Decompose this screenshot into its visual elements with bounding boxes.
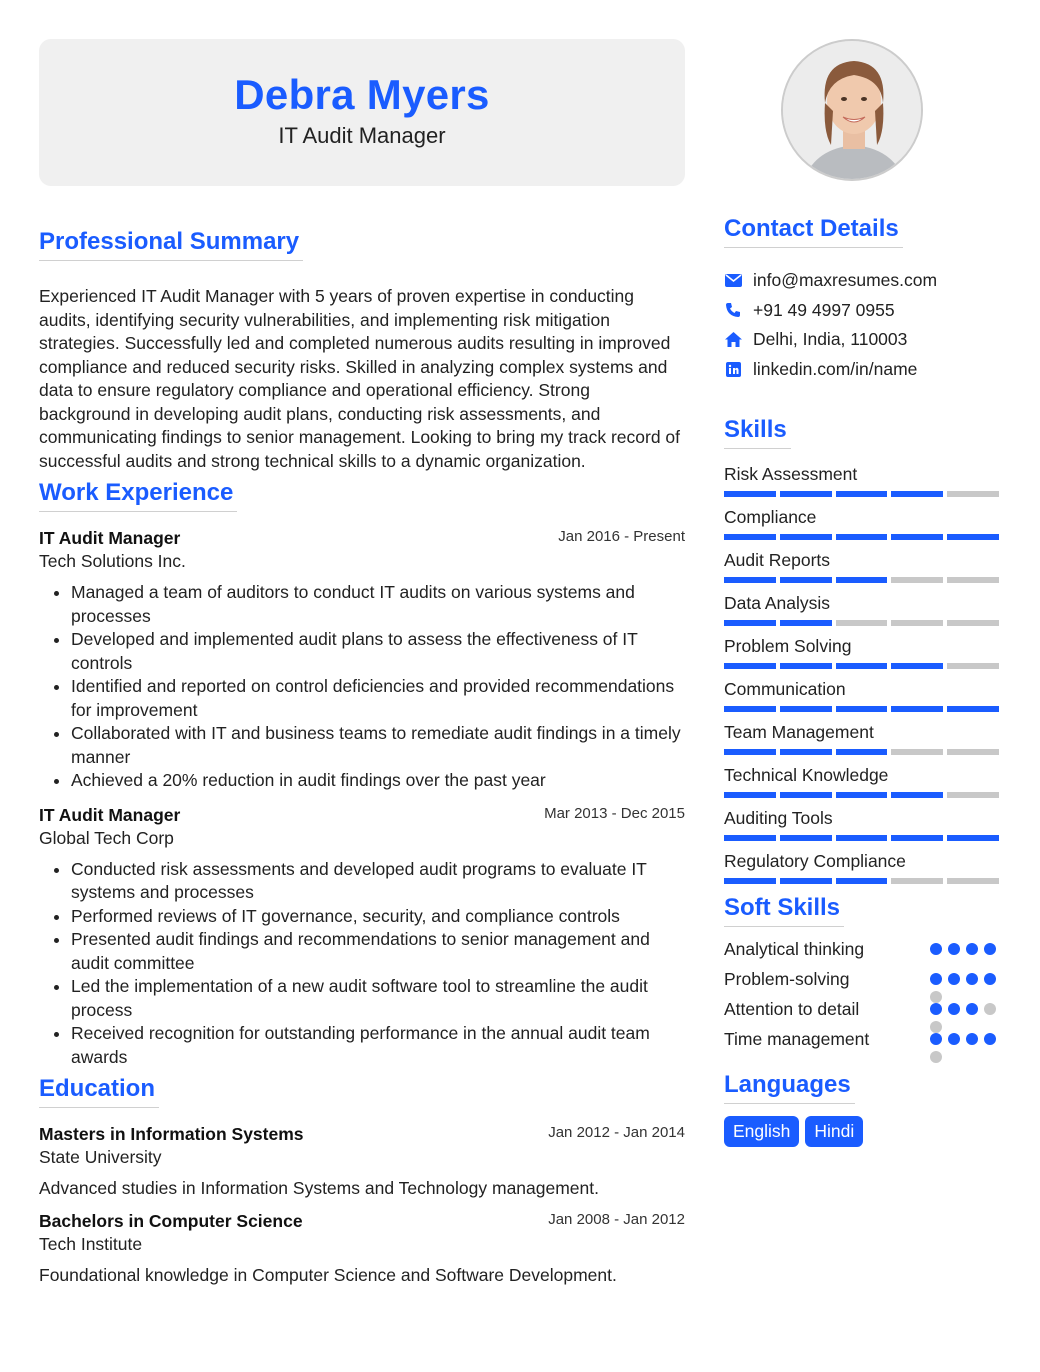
soft-skills-list — [724, 939, 1002, 1059]
education-description: Foundational knowledge in Computer Science and Software Development. — [39, 1265, 617, 1285]
skill-item — [724, 549, 1002, 583]
rating-dot — [948, 1033, 960, 1045]
skill-level-segment — [780, 534, 832, 540]
skills-list — [724, 463, 1002, 884]
skill-level-segment — [947, 792, 999, 798]
skill-level-segment — [780, 491, 832, 497]
skill-level-bar — [724, 663, 999, 669]
rating-dot — [984, 1033, 996, 1045]
skill-level-segment — [891, 577, 943, 583]
contact-address-text: Delhi, India, 110003 — [753, 329, 908, 350]
header-card — [39, 39, 685, 186]
soft-skill-rating — [930, 999, 1002, 1033]
rating-dot — [948, 1003, 960, 1015]
skill-level-segment — [947, 534, 999, 540]
education-entry — [39, 1211, 685, 1286]
profile-photo — [781, 39, 923, 181]
school: Tech Institute — [39, 1234, 143, 1254]
job-bullets — [39, 581, 685, 793]
skill-label: Team Management — [724, 722, 874, 742]
contact-heading: Contact Details — [724, 215, 903, 248]
job-entry — [39, 528, 685, 793]
skill-item — [724, 807, 1002, 841]
skill-label: Audit Reports — [724, 550, 831, 570]
skill-level-segment — [724, 792, 776, 798]
rating-dot — [930, 1051, 942, 1063]
contact-list — [724, 266, 1002, 384]
job-date: Mar 2013 - Dec 2015 — [544, 804, 685, 822]
skill-level-segment — [947, 577, 999, 583]
language-badge: English — [724, 1116, 799, 1147]
job-bullet: • Identified and reported on control deficiencies and provided recommendations for improvement — [71, 675, 685, 722]
skill-level-segment — [947, 835, 999, 841]
skill-level-segment — [724, 577, 776, 583]
job-title: IT Audit Manager — [39, 528, 181, 548]
candidate-name: Debra Myers — [234, 71, 490, 118]
job-bullet: • Achieved a 20% reduction in audit findings over the past year — [71, 769, 685, 793]
job-bullet: • Led the implementation of a new audit software tool to streamline the audit process — [71, 975, 685, 1022]
rating-dot — [966, 1033, 978, 1045]
job-bullet: • Received recognition for outstanding performance in the annual audit team awards — [71, 1022, 685, 1069]
skill-level-segment — [780, 706, 832, 712]
skill-level-segment — [724, 491, 776, 497]
skill-level-segment — [724, 663, 776, 669]
skill-level-segment — [836, 706, 888, 712]
skill-label: Auditing Tools — [724, 808, 833, 828]
soft-skill-rating — [930, 1029, 1002, 1063]
contact-linkedin-text: linkedin.com/in/name — [753, 358, 918, 379]
rating-dot — [984, 973, 996, 985]
degree: Masters in Information Systems — [39, 1124, 304, 1144]
skill-level-bar — [724, 878, 999, 884]
soft-skills-heading: Soft Skills — [724, 894, 844, 927]
skill-level-segment — [780, 792, 832, 798]
job-bullets — [39, 858, 685, 1070]
rating-dot — [930, 973, 942, 985]
skill-label: Regulatory Compliance — [724, 851, 906, 871]
skill-level-segment — [780, 577, 832, 583]
skill-level-segment — [947, 878, 999, 884]
soft-skill-label: Time management — [724, 1029, 870, 1049]
experience-heading: Work Experience — [39, 479, 237, 512]
job-bullet: • Developed and implemented audit plans to assess the effectiveness of IT controls — [71, 628, 685, 675]
rating-dot — [966, 943, 978, 955]
education-date: Jan 2012 - Jan 2014 — [548, 1124, 685, 1141]
skill-level-bar — [724, 491, 999, 497]
soft-skill-rating — [930, 969, 1002, 1003]
skill-level-bar — [724, 620, 999, 626]
job-bullet: • Performed reviews of IT governance, security, and compliance controls — [71, 905, 685, 929]
candidate-role: IT Audit Manager — [278, 123, 446, 148]
envelope-icon — [724, 272, 742, 290]
school: State University — [39, 1147, 162, 1167]
skill-level-segment — [724, 835, 776, 841]
skill-level-segment — [891, 749, 943, 755]
education-date: Jan 2008 - Jan 2012 — [548, 1211, 685, 1228]
skill-level-segment — [780, 878, 832, 884]
job-bullet: • Presented audit findings and recommendations to senior management and audit committee — [71, 928, 685, 975]
skill-level-segment — [891, 491, 943, 497]
education-entry — [39, 1124, 685, 1199]
rating-dot — [966, 1003, 978, 1015]
skill-level-bar — [724, 749, 999, 755]
rating-dot — [930, 1003, 942, 1015]
skill-item — [724, 721, 1002, 755]
skill-level-segment — [891, 878, 943, 884]
rating-dot — [930, 943, 942, 955]
soft-skill-label: Problem-solving — [724, 969, 850, 989]
rating-dot — [984, 943, 996, 955]
soft-skill-item — [724, 939, 1002, 969]
skill-item — [724, 592, 1002, 626]
skill-level-segment — [947, 749, 999, 755]
skill-item — [724, 764, 1002, 798]
skill-level-segment — [836, 749, 888, 755]
skill-item — [724, 850, 1002, 884]
contact-email[interactable] — [724, 266, 1002, 296]
skill-level-segment — [836, 577, 888, 583]
skill-item — [724, 506, 1002, 540]
contact-phone-text: +91 49 4997 0955 — [753, 299, 895, 320]
job-date: Jan 2016 - Present — [558, 528, 685, 545]
home-icon — [724, 331, 742, 349]
soft-skill-label: Attention to detail — [724, 999, 860, 1019]
soft-skill-rating — [930, 939, 1002, 955]
skill-label: Data Analysis — [724, 593, 831, 613]
linkedin-icon — [724, 360, 742, 378]
soft-skill-label: Analytical thinking — [724, 939, 865, 959]
rating-dot — [966, 973, 978, 985]
skill-item — [724, 635, 1002, 669]
skill-level-segment — [836, 491, 888, 497]
skill-level-segment — [780, 835, 832, 841]
skill-level-bar — [724, 534, 999, 540]
degree: Bachelors in Computer Science — [39, 1211, 303, 1231]
skill-level-segment — [836, 878, 888, 884]
skill-level-segment — [780, 620, 832, 626]
skill-label: Problem Solving — [724, 636, 852, 656]
skill-level-segment — [836, 835, 888, 841]
skill-level-segment — [947, 663, 999, 669]
job-company: Global Tech Corp — [39, 827, 174, 848]
languages-list — [724, 1116, 1002, 1147]
skill-level-bar — [724, 835, 999, 841]
skill-level-segment — [724, 878, 776, 884]
skill-level-bar — [724, 706, 999, 712]
summary-text: Experienced IT Audit Manager with 5 years of proven expertise in conducting audits, identifying security vulnerabilities, and implementing risk mitigation strategies. Successfully led and completed numerous audits resulting in improved compliance and reduced security risks. Skilled in analyzing complex systems and data to ensure regulatory compliance and operational efficiency. Strong background in developing audit plans, conducting risk assessments, and communicating findings to senior management. Looking to bring my track record of successful audits and strong technical skills to a dynamic organization. — [39, 286, 681, 471]
job-bullet: • Conducted risk assessments and developed audit programs to evaluate IT systems and processes — [71, 858, 685, 905]
skill-level-segment — [780, 749, 832, 755]
soft-skill-item — [724, 969, 1002, 999]
skill-level-segment — [836, 620, 888, 626]
language-badge: Hindi — [805, 1116, 863, 1147]
soft-skill-item — [724, 999, 1002, 1029]
skill-level-segment — [780, 663, 832, 669]
skill-level-segment — [836, 792, 888, 798]
rating-dot — [948, 973, 960, 985]
phone-icon — [724, 301, 742, 319]
job-bullet: • Collaborated with IT and business teams to remediate audit findings in a timely manner — [71, 722, 685, 769]
job-company: Tech Solutions Inc. — [39, 551, 186, 571]
summary-heading: Professional Summary — [39, 228, 303, 261]
skill-level-segment — [891, 706, 943, 712]
skill-level-segment — [891, 663, 943, 669]
soft-skill-item — [724, 1029, 1002, 1059]
skill-level-segment — [947, 491, 999, 497]
skill-level-segment — [891, 534, 943, 540]
skill-level-segment — [947, 620, 999, 626]
skill-label: Technical Knowledge — [724, 765, 889, 785]
contact-address — [724, 325, 1002, 355]
skill-level-segment — [724, 534, 776, 540]
rating-dot — [948, 943, 960, 955]
rating-dot — [930, 1033, 942, 1045]
skill-level-segment — [891, 835, 943, 841]
languages-heading: Languages — [724, 1071, 855, 1104]
education-heading: Education — [39, 1075, 159, 1108]
contact-email-text: info@maxresumes.com — [753, 270, 938, 291]
sidebar — [724, 39, 1002, 1147]
skill-level-segment — [724, 749, 776, 755]
skills-heading: Skills — [724, 416, 791, 449]
contact-phone[interactable] — [724, 296, 1002, 326]
skill-level-segment — [836, 663, 888, 669]
skill-level-bar — [724, 577, 999, 583]
skill-level-bar — [724, 792, 999, 798]
skill-label: Risk Assessment — [724, 464, 858, 484]
skill-item — [724, 678, 1002, 712]
skill-level-segment — [836, 534, 888, 540]
job-entry — [39, 805, 685, 1070]
rating-dot — [984, 1003, 996, 1015]
job-title: IT Audit Manager — [39, 804, 181, 825]
skill-label: Compliance — [724, 507, 817, 527]
contact-linkedin[interactable] — [724, 355, 1002, 385]
job-bullet: • Managed a team of auditors to conduct IT audits on various systems and processes — [71, 581, 685, 628]
skill-item — [724, 463, 1002, 497]
skill-level-segment — [724, 706, 776, 712]
skill-level-segment — [891, 792, 943, 798]
skill-label: Communication — [724, 679, 846, 699]
main-column — [39, 39, 685, 1286]
education-description: Advanced studies in Information Systems and Technology management. — [39, 1178, 599, 1198]
skill-level-segment — [891, 620, 943, 626]
skill-level-segment — [947, 706, 999, 712]
skill-level-segment — [724, 620, 776, 626]
